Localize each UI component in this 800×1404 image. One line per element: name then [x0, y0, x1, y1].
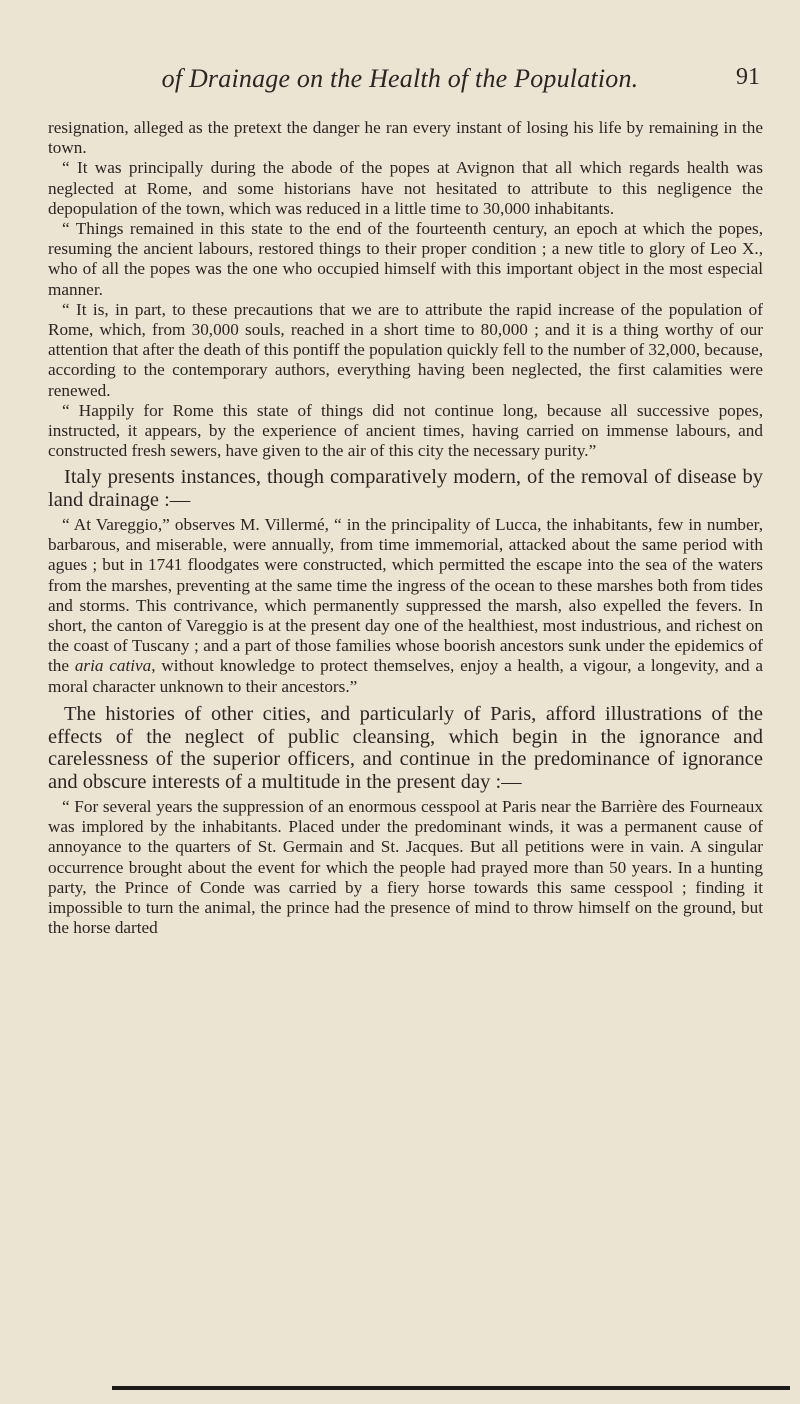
- quote-paragraph-1: resignation, alleged as the pretext the danger he ran every instant of losing his life by remaining in the town.: [48, 118, 763, 158]
- quote-paragraph-cesspool: “ For several years the suppression of an enormous cesspool at Paris near the Barrière des Fourneaux was implored by the inhabitants. Placed under the predominant winds, it was a permanent cause of annoyance to the quarters of St. Germain and St. Jacques. But all petitions were in vain. A singular occurrence brought about the event for which the people had prayed more than 50 years. In a hunting party, the Prince of Conde was carried by a fiery horse towards this same cesspool ; finding it impossible to turn the animal, the prince had the presence of mind to throw himself on the ground, but the horse darted: [48, 797, 763, 938]
- vareggio-text-a: “ At Vareggio,” observes M. Villermé, “ in the principality of Lucca, the inhabitants, few in number, barbarous, and miserable, were annually, from time immemorial, attacked about the same period with agues ; but in 1741 floodgates were constructed, which permitted the escape into the sea of the waters from the marshes, preventing at the same time the ingress of the ocean to these marshes both from tides and storms. This contrivance, which permanently suppressed the marsh, also expelled the fevers. In short, the canton of Vareggio is at the present day one of the healthiest, most industrious, and richest on the coast of Tuscany ; and a part of those families whose boorish ancestors sunk under the epidemics of the: [48, 515, 763, 676]
- body-paragraph-italy: Italy presents instances, though comparatively modern, of the removal of disease by land drainage :—: [48, 466, 763, 512]
- quote-paragraph-5: “ Happily for Rome this state of things did not continue long, because all successive popes, instructed, it appears, by the experience of ancient times, having carried on immense labours, and constructed fresh sewers, have given to the air of this city the necessary purity.”: [48, 400, 763, 461]
- quote-paragraph-vareggio: [48, 515, 763, 697]
- bottom-rule: [112, 1386, 790, 1390]
- quote-paragraph-2: “ It was principally during the abode of the popes at Avignon that all which regards health was neglected at Rome, and some historians have not hesitated to attribute to this negligence the depopulation of the town, which was reduced in a little time to 30,000 inhabitants.: [48, 158, 763, 218]
- italic-term: aria cativa: [74, 656, 152, 676]
- page-number: 91: [736, 64, 760, 90]
- quote-paragraph-3: “ Things remained in this state to the end of the fourteenth century, an epoch at which the popes, resuming the ancient labours, restored things to their proper condition ; a new title to glory of Leo X., who of all the popes was the one who occupied himself with this important object in the most especial manner.: [48, 219, 763, 299]
- running-title: of Drainage on the Health of the Population.: [161, 64, 639, 93]
- page-body: [48, 118, 763, 938]
- vareggio-text-b: , without knowledge to protect themselves, enjoy a health, a vigour, a longevity, and a moral character unknown to their ancestors.”: [48, 656, 763, 696]
- body-paragraph-paris: The histories of other cities, and particularly of Paris, afford illustrations of the effects of the neglect of public cleansing, which begin in the ignorance and carelessness of the superior officers, and continue in the predominance of ignorance and obscure interests of a multitude in the present day :—: [48, 702, 763, 794]
- page-header: [0, 62, 800, 102]
- quote-paragraph-4: “ It is, in part, to these precautions that we are to attribute the rapid increase of the population of Rome, which, from 30,000 souls, reached in a short time to 80,000 ; and it is a thing worthy of our attention that after the death of this pontiff the population quickly fell to the number of 32,000, because, according to the contemporary authors, everything having been neglected, the first calamities were renewed.: [48, 299, 763, 400]
